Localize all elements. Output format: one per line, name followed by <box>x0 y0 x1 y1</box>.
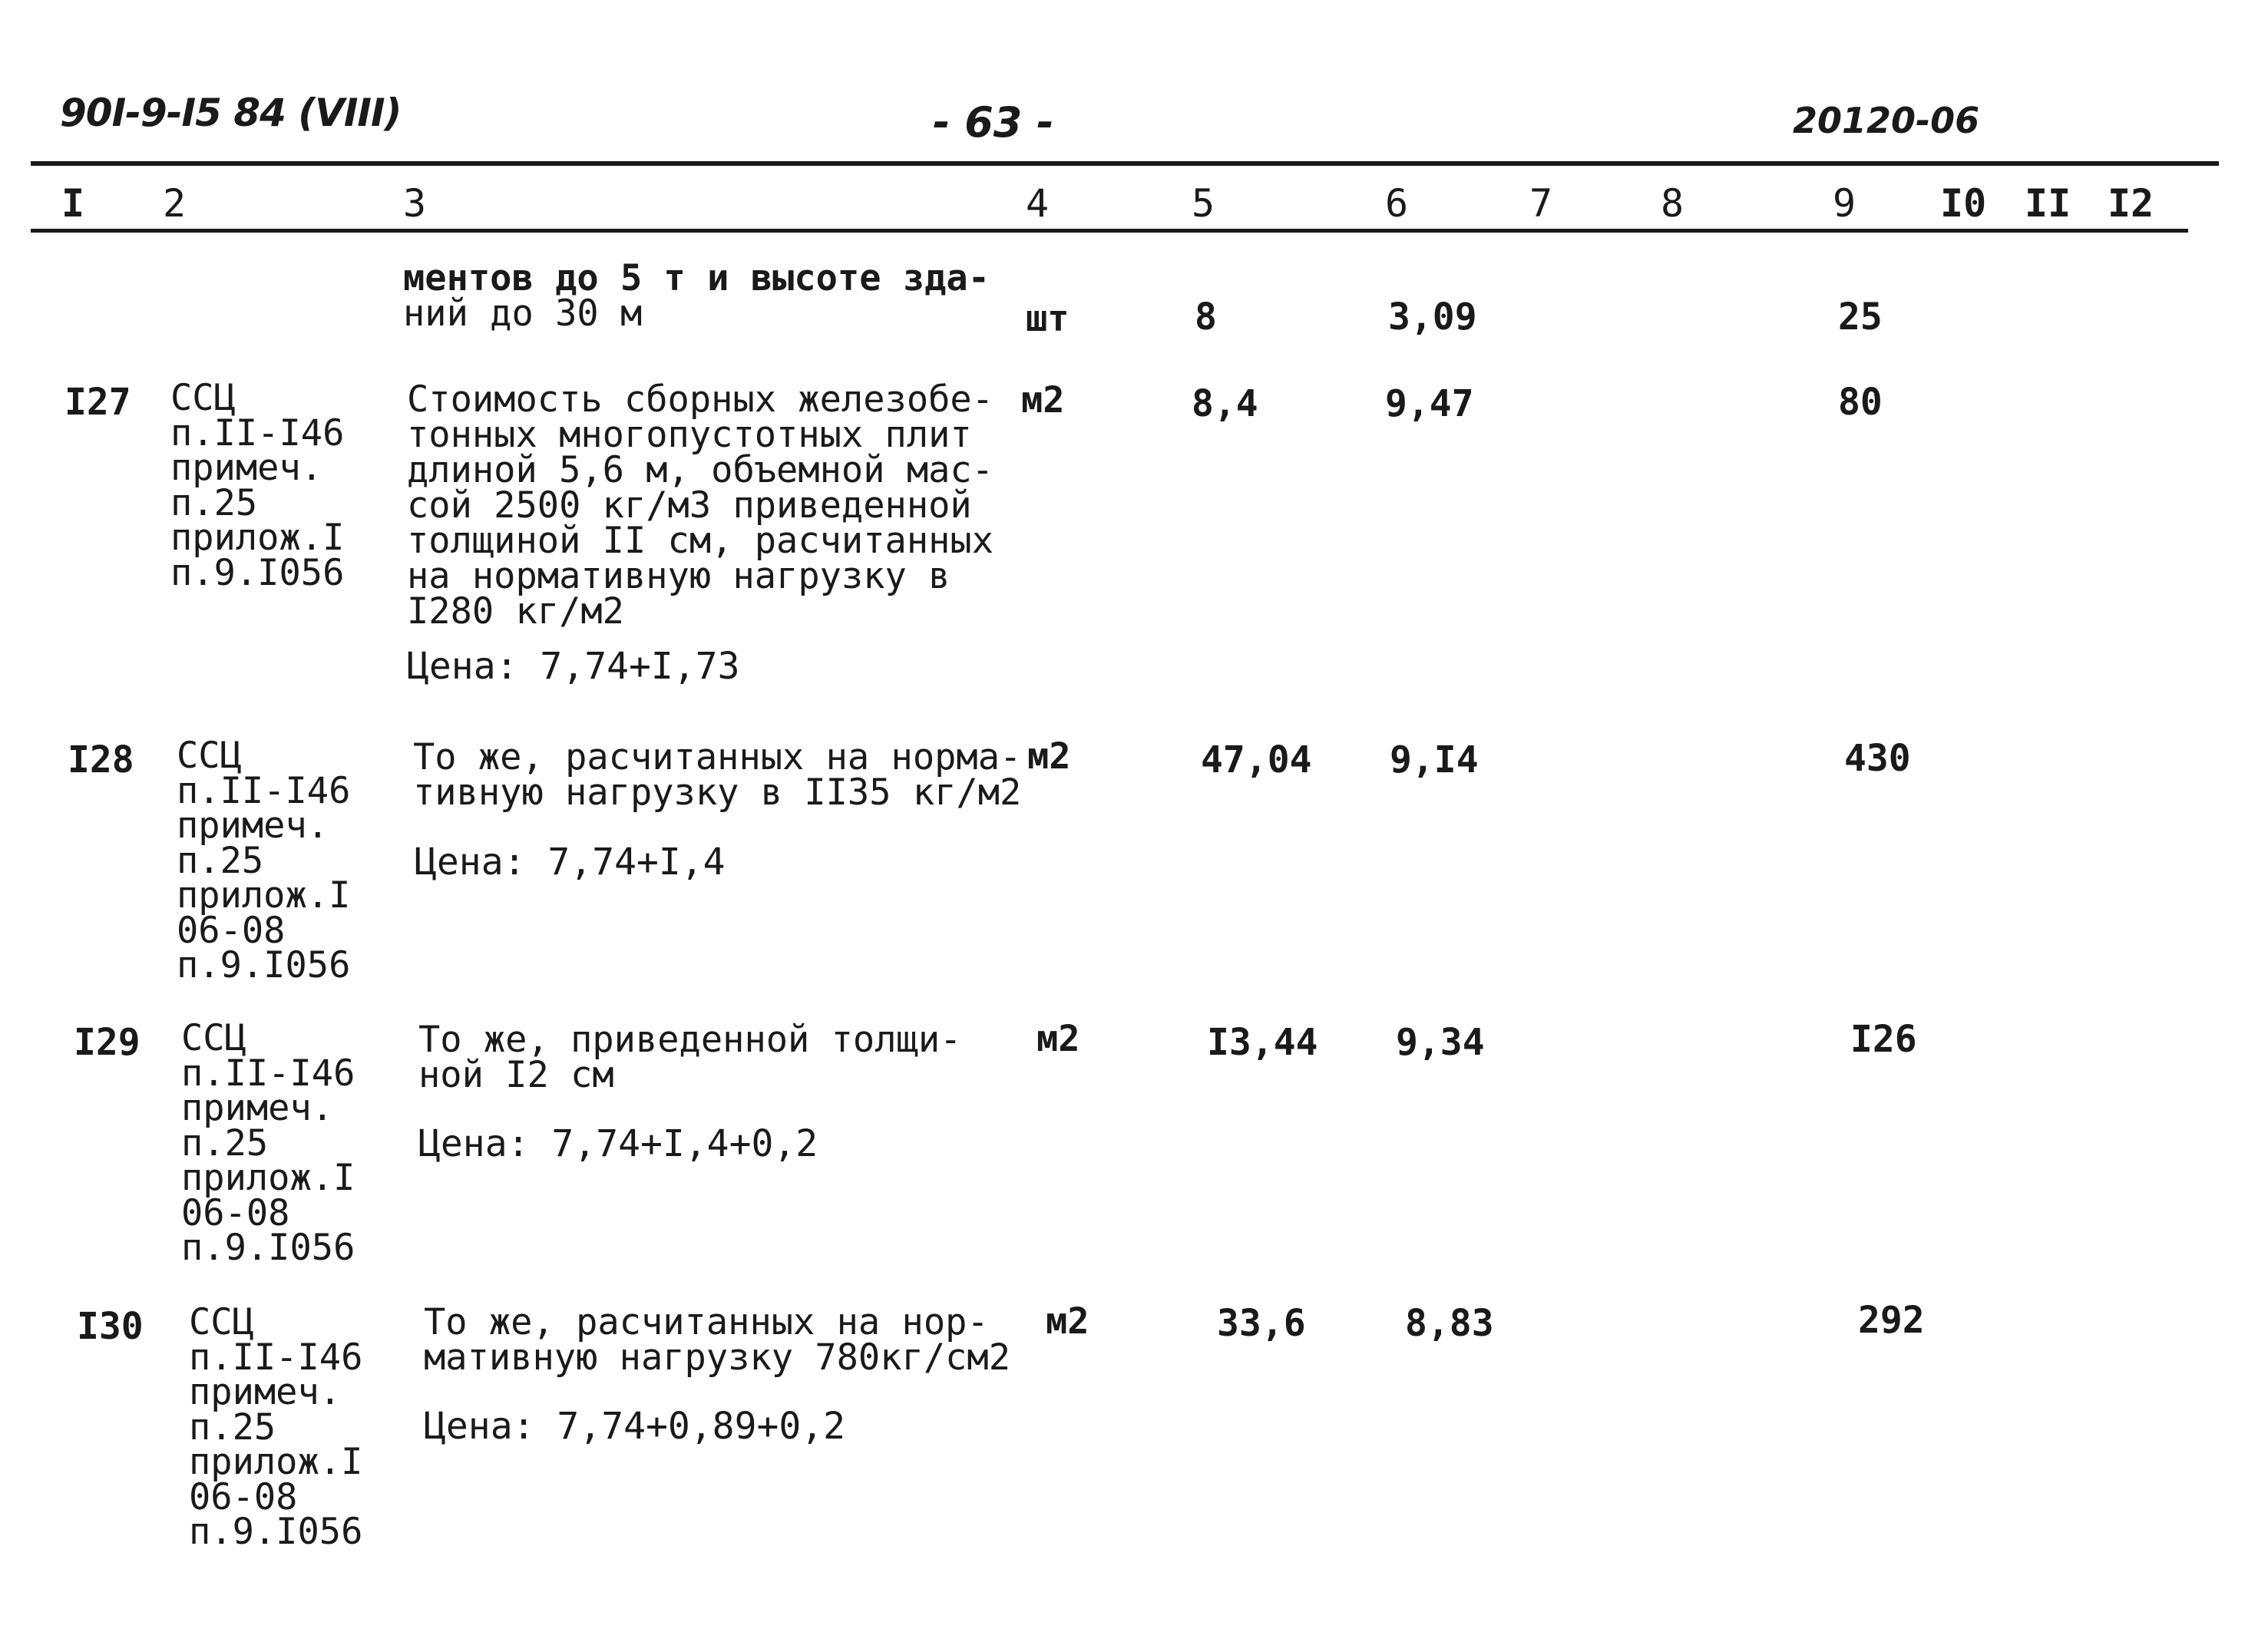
row-description <box>413 736 1022 814</box>
reference-line: п.II-I46 <box>177 769 351 812</box>
row-unit: м2 <box>1027 735 1071 778</box>
row-reference <box>181 1017 355 1270</box>
description-line: То же, расчитанных на норма- <box>413 736 1022 778</box>
reference-line: п.25 <box>181 1122 269 1165</box>
description-line: ментов до 5 т и высоте зда- <box>403 257 990 299</box>
reference-line: ССЦ <box>181 1017 246 1059</box>
description-line: на нормативную нагрузку в <box>407 555 951 598</box>
column-heading-10: I0 <box>1940 181 1987 226</box>
description-line: сой 2500 кг/м3 приведенной <box>407 484 972 527</box>
column-heading-3: 3 <box>403 181 427 226</box>
row-price: 9,I4 <box>1390 738 1479 781</box>
reference-line: примеч. <box>181 1087 334 1130</box>
column-heading-5: 5 <box>1192 181 1215 226</box>
description-line: толщиной II см, расчитанных <box>407 520 994 563</box>
row-reference <box>170 377 345 594</box>
row-price: 8,83 <box>1405 1302 1494 1345</box>
continued-row-total: 25 <box>1838 296 1883 339</box>
reference-line: 06-08 <box>177 909 286 952</box>
document-number: 20120-06 <box>1793 100 1980 141</box>
continued-row-description <box>403 257 990 335</box>
row-reference <box>189 1301 363 1554</box>
reference-line: п.9.I056 <box>181 1227 355 1270</box>
description-line: Стоимость сборных железобе- <box>407 378 994 421</box>
continued-row-unit: шт <box>1026 298 1070 340</box>
description-line: То же, расчитанных на нор- <box>424 1301 989 1343</box>
row-total: 80 <box>1838 381 1883 424</box>
reference-line: прилож.I <box>177 874 351 917</box>
description-line: То же, приведенной толщи- <box>418 1019 962 1061</box>
row-price: 9,47 <box>1385 382 1474 425</box>
header-top-rule <box>31 161 2219 166</box>
reference-line: п.II-I46 <box>181 1052 355 1095</box>
column-heading-11: II <box>2025 181 2071 226</box>
column-heading-6: 6 <box>1385 181 1409 226</box>
description-line: I280 кг/м2 <box>407 590 624 633</box>
row-total: 292 <box>1858 1299 1925 1342</box>
reference-line: п.II-I46 <box>189 1336 363 1379</box>
description-line: ний до 30 м <box>403 292 643 335</box>
row-price-formula: Цена: 7,74+I,4+0,2 <box>418 1122 818 1165</box>
column-heading-9: 9 <box>1833 181 1856 226</box>
reference-line: ССЦ <box>170 377 236 419</box>
row-total: I26 <box>1850 1018 1917 1061</box>
row-number: I30 <box>77 1305 144 1348</box>
row-unit: м2 <box>1021 379 1065 421</box>
reference-line: п.25 <box>177 839 264 882</box>
reference-line: прилож.I <box>170 517 345 560</box>
document-code: 90I-9-I5 84 (VIII) <box>60 91 402 135</box>
column-heading-2: 2 <box>163 181 187 226</box>
column-heading-12: I2 <box>2108 181 2154 226</box>
row-price: 9,34 <box>1396 1021 1485 1064</box>
reference-line: п.25 <box>170 481 258 524</box>
row-price-formula: Цена: 7,74+I,4 <box>415 841 726 884</box>
column-heading-7: 7 <box>1529 181 1553 226</box>
reference-line: примеч. <box>189 1371 342 1414</box>
row-price-formula: Цена: 7,74+0,89+0,2 <box>424 1405 846 1448</box>
reference-line: прилож.I <box>189 1441 363 1484</box>
reference-line: ССЦ <box>177 735 242 777</box>
row-quantity: 33,6 <box>1217 1302 1306 1345</box>
continued-row-price: 3,09 <box>1388 296 1477 339</box>
reference-line: п.9.I056 <box>189 1511 363 1554</box>
description-line: длиной 5,6 м, объемной мас- <box>407 449 994 492</box>
reference-line: ССЦ <box>189 1301 254 1343</box>
row-description <box>424 1301 1011 1379</box>
row-unit: м2 <box>1046 1300 1089 1343</box>
row-number: I27 <box>64 381 131 424</box>
reference-line: п.25 <box>189 1406 276 1449</box>
row-number: I28 <box>68 738 134 781</box>
row-description <box>407 378 994 633</box>
description-line: ной I2 см <box>418 1054 614 1097</box>
row-quantity: I3,44 <box>1207 1021 1318 1064</box>
reference-line: примеч. <box>177 804 329 847</box>
reference-line: п.9.I056 <box>177 944 351 987</box>
header-bottom-rule <box>31 229 2188 233</box>
row-price-formula: Цена: 7,74+I,73 <box>407 645 740 688</box>
description-line: мативную нагрузку 780кг/см2 <box>424 1336 1011 1379</box>
row-description <box>418 1019 962 1097</box>
row-unit: м2 <box>1036 1018 1080 1060</box>
continued-row-quantity: 8 <box>1195 296 1217 339</box>
column-heading-4: 4 <box>1026 181 1050 226</box>
reference-line: 06-08 <box>181 1191 290 1234</box>
row-number: I29 <box>74 1021 141 1064</box>
page-number: - 63 - <box>933 98 1054 147</box>
column-heading-1: I <box>61 181 85 226</box>
column-heading-8: 8 <box>1661 181 1684 226</box>
reference-line: примеч. <box>170 447 323 490</box>
reference-line: прилож.I <box>181 1157 355 1200</box>
reference-line: п.II-I46 <box>170 411 345 454</box>
row-quantity: 8,4 <box>1192 382 1258 425</box>
description-line: тонных многопустотных плит <box>407 414 972 457</box>
row-quantity: 47,04 <box>1201 738 1312 781</box>
row-reference <box>177 735 351 987</box>
reference-line: 06-08 <box>189 1475 298 1518</box>
reference-line: п.9.I056 <box>170 551 345 594</box>
row-total: 430 <box>1844 737 1911 780</box>
description-line: тивную нагрузку в II35 кг/м2 <box>413 771 1022 814</box>
